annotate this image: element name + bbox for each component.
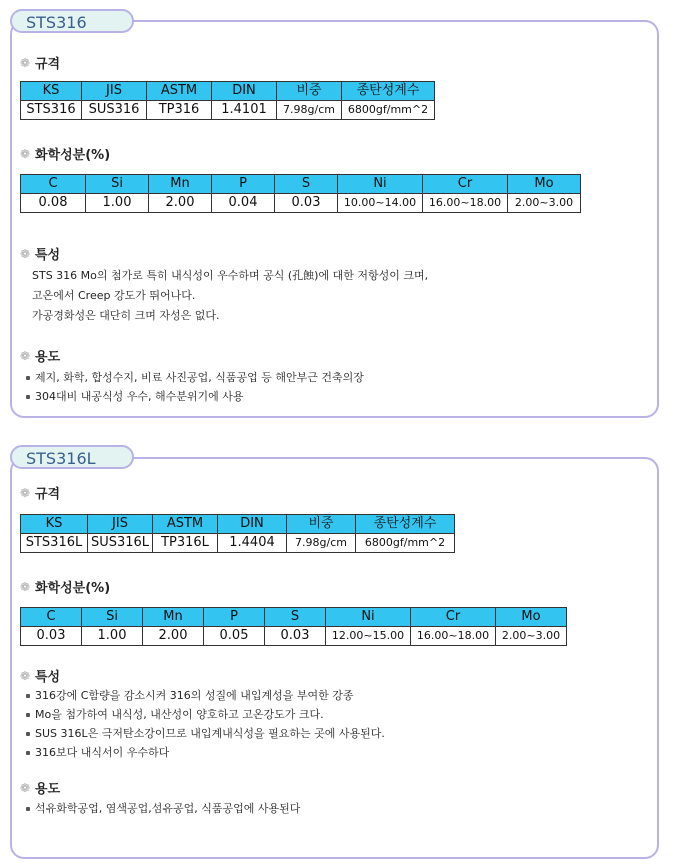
table-header-row: [21, 515, 455, 534]
table-header: 종탄성계수: [356, 515, 455, 534]
usage-heading-label: 용도: [35, 350, 61, 365]
table-header: JIS: [82, 82, 147, 101]
table-cell: 0.03: [21, 627, 82, 646]
bullet-icon: [26, 732, 30, 736]
feature-heading-label: 특성: [35, 670, 61, 685]
table-header: KS: [21, 82, 82, 101]
table-row: [21, 627, 567, 646]
sts316-panel: [10, 20, 659, 418]
usage-heading: [20, 778, 60, 797]
table-cell: 1.00: [82, 627, 143, 646]
usage-text: 제지, 화학, 합성수지, 비료 사진공업, 식품공업 등 해안부근 건축의장: [35, 371, 364, 384]
table-header: Si: [82, 608, 143, 627]
gear-icon: ❁: [20, 146, 31, 161]
table-cell: 0.05: [204, 627, 265, 646]
gear-icon: ❁: [20, 668, 31, 683]
feature-text: Mo을 첨가하여 내식성, 내산성이 양호하고 고온강도가 크다.: [35, 708, 324, 721]
gear-icon: ❁: [20, 246, 31, 261]
table-cell: 6800gf/mm^2: [356, 534, 455, 553]
feature-heading: [20, 666, 60, 685]
feature-list: [32, 266, 428, 326]
gear-icon: ❁: [20, 579, 31, 594]
usage-heading: [20, 346, 60, 365]
table-cell: 1.00: [86, 194, 149, 213]
feature-text: SUS 316L은 극저탄소강이므로 내입계내식성을 필요하는 곳에 사용된다.: [35, 727, 385, 740]
feature-line: 고온에서 Creep 강도가 뛰어나다.: [32, 289, 196, 302]
list-item: [26, 743, 385, 762]
table-cell: 0.03: [275, 194, 338, 213]
table-header-row: [21, 82, 435, 101]
table-header: ASTM: [147, 82, 212, 101]
feature-heading-label: 특성: [35, 248, 61, 263]
table-header: C: [21, 175, 86, 194]
usage-heading-label: 용도: [35, 782, 61, 797]
chem-heading-label: 화학성분(%): [35, 148, 111, 163]
feature-text: 316강에 C함량을 감소시켜 316의 성질에 내입계성을 부여한 강종: [35, 689, 354, 702]
bullet-icon: [26, 395, 30, 399]
spec-table: [20, 514, 455, 553]
table-header: Cr: [423, 175, 508, 194]
spec-heading-label: 규격: [35, 487, 61, 502]
bullet-icon: [26, 751, 30, 755]
table-header: KS: [21, 515, 88, 534]
list-item: [26, 705, 385, 724]
table-header: Mo: [496, 608, 567, 627]
table-cell: 2.00: [149, 194, 212, 213]
table-header: Mn: [149, 175, 212, 194]
table-header-row: [21, 608, 567, 627]
bullet-icon: [26, 694, 30, 698]
table-cell: 1.4101: [212, 101, 277, 120]
feature-text: 316보다 내식서이 우수하다: [35, 746, 170, 759]
spec-table: [20, 81, 435, 120]
feature-line: STS 316 Mo의 첨가로 특히 내식성이 우수하며 공식 (孔蝕)에 대한 저항성이 크며,: [32, 269, 429, 282]
bullet-icon: [26, 713, 30, 717]
table-cell: 16.00~18.00: [411, 627, 496, 646]
table-header: JIS: [88, 515, 153, 534]
usage-list: [26, 799, 300, 818]
table-cell: 2.00~3.00: [508, 194, 581, 213]
table-header: DIN: [212, 82, 277, 101]
sts316-title: STS316: [10, 9, 134, 33]
table-row: [21, 101, 435, 120]
table-cell: SUS316L: [88, 534, 153, 553]
table-header: Cr: [411, 608, 496, 627]
table-header: S: [265, 608, 326, 627]
usage-list: [26, 368, 364, 406]
table-header: C: [21, 608, 82, 627]
list-item: [26, 799, 300, 818]
table-header: S: [275, 175, 338, 194]
table-cell: 0.04: [212, 194, 275, 213]
table-header: P: [212, 175, 275, 194]
table-cell: 6800gf/mm^2: [342, 101, 435, 120]
table-cell: TP316L: [153, 534, 218, 553]
table-cell: 0.03: [265, 627, 326, 646]
list-item: [26, 368, 364, 387]
table-cell: 2.00: [143, 627, 204, 646]
table-cell: 2.00~3.00: [496, 627, 567, 646]
table-cell: 7.98g/cm: [277, 101, 342, 120]
spec-heading-label: 규격: [35, 57, 61, 72]
spec-heading: [20, 53, 60, 72]
table-header-row: [21, 175, 581, 194]
usage-text: 304대비 내공식성 우수, 해수분위기에 사용: [35, 390, 244, 403]
table-cell: TP316: [147, 101, 212, 120]
table-cell: 16.00~18.00: [423, 194, 508, 213]
table-header: Si: [86, 175, 149, 194]
feature-line: 가공경화성은 대단히 크며 자성은 없다.: [32, 309, 220, 322]
table-header: 비중: [287, 515, 356, 534]
table-header: ASTM: [153, 515, 218, 534]
table-row: [21, 534, 455, 553]
list-item: [26, 686, 385, 705]
chem-table: [20, 174, 581, 213]
bullet-icon: [26, 376, 30, 380]
list-item: [26, 387, 364, 406]
chem-heading: [20, 577, 110, 596]
table-header: Mn: [143, 608, 204, 627]
gear-icon: ❁: [20, 348, 31, 363]
table-header: DIN: [218, 515, 287, 534]
feature-heading: [20, 244, 60, 263]
gear-icon: ❁: [20, 780, 31, 795]
table-header: 종탄성계수: [342, 82, 435, 101]
gear-icon: ❁: [20, 485, 31, 500]
table-row: [21, 194, 581, 213]
chem-heading-label: 화학성분(%): [35, 581, 111, 596]
chem-heading: [20, 144, 110, 163]
usage-text: 석유화학공업, 염색공업,섬유공업, 식품공업에 사용된다: [35, 802, 301, 815]
table-header: 비중: [277, 82, 342, 101]
table-cell: 1.4404: [218, 534, 287, 553]
chem-table: [20, 607, 567, 646]
table-cell: 7.98g/cm: [287, 534, 356, 553]
gear-icon: ❁: [20, 55, 31, 70]
table-cell: 0.08: [21, 194, 86, 213]
table-cell: 12.00~15.00: [326, 627, 411, 646]
table-cell: SUS316: [82, 101, 147, 120]
sts316l-title: STS316L: [10, 445, 134, 469]
table-cell: 10.00~14.00: [338, 194, 423, 213]
feature-list: [26, 686, 385, 762]
table-header: Mo: [508, 175, 581, 194]
table-cell: STS316L: [21, 534, 88, 553]
list-item: [26, 724, 385, 743]
spec-heading: [20, 483, 60, 502]
table-header: Ni: [338, 175, 423, 194]
table-header: Ni: [326, 608, 411, 627]
table-cell: STS316: [21, 101, 82, 120]
bullet-icon: [26, 807, 30, 811]
table-header: P: [204, 608, 265, 627]
